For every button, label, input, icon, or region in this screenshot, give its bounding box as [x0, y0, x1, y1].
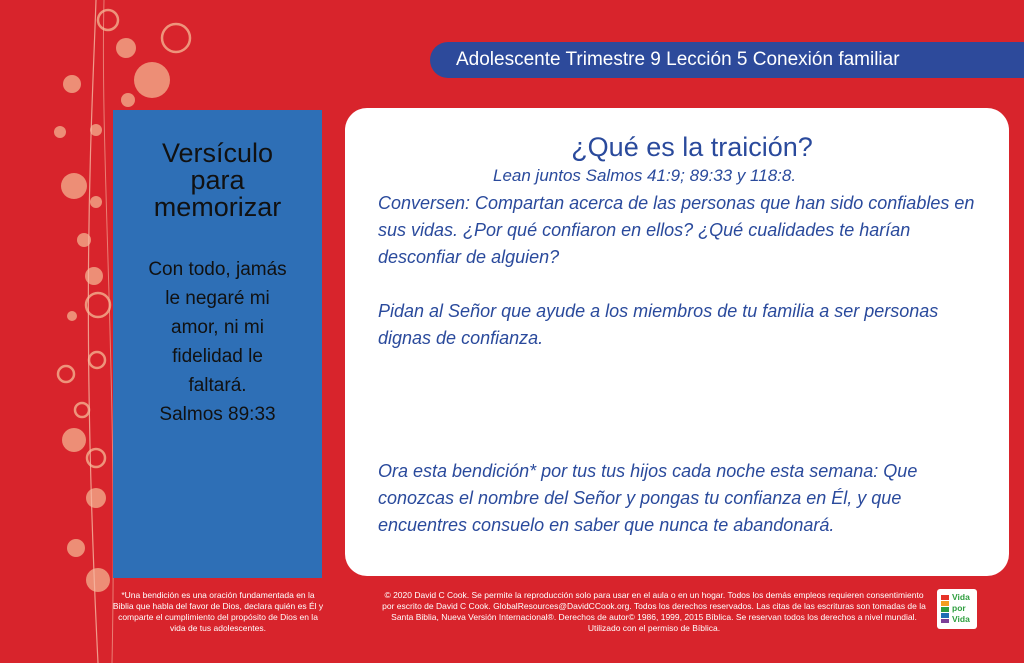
memory-verse-line: amor, ni mi [171, 317, 264, 338]
memory-verse-heading-line: memorizar [153, 192, 282, 222]
memory-verse-reference: Salmos 89:33 [159, 404, 276, 425]
prayer-prompt: Pidan al Señor que ayude a los miembros de tu familia a ser personas dignas de confianza. [378, 301, 939, 348]
logo-mark-icon [940, 595, 950, 623]
memory-verse-line: le negaré mi [165, 288, 270, 309]
memory-verse-line: faltará. [188, 375, 247, 396]
lesson-header-title: Adolescente Trimestre 9 Lección 5 Conexión familiar [456, 49, 900, 70]
discussion-prompt: Conversen: Compartan acerca de las personas que han sido confiables en sus vidas. ¿Por qué confiaron en ellos? ¿Qué cualidades te harían desconfiar de alguien? [378, 193, 975, 267]
memory-verse-heading-line: Versículo [161, 138, 274, 168]
memory-verse-line: Con todo, jamás [148, 259, 287, 280]
blessing-footnote: *Una bendición es una oración fundamentada en la Biblia que habla del favor de Dios, declara quién es Él y comparte el cumplimiento del propósito de Dios en la vida de tus adolescentes. [112, 590, 324, 633]
memory-verse-line: fidelidad le [172, 346, 263, 367]
blessing-text: Ora esta bendición* por tus tus hijos cada noche esta semana: Que conozcas el nombre del Señor y pongas tu confianza en Él, y que encuentres consuelo en saber que nunca te abandonará. [378, 461, 918, 535]
scripture-reading: Lean juntos Salmos 41:9; 89:33 y 118:8. [493, 166, 797, 185]
logo-text-line: por [952, 603, 966, 613]
lesson-header-banner [430, 42, 1024, 78]
memory-verse-heading-line: para [190, 165, 245, 195]
memory-verse-panel [113, 110, 322, 578]
copyright-notice: © 2020 David C Cook. Se permite la reproducción solo para usar en el aula o en un hogar. Todos los demás empleos requieren consentimiento por escrito de David C Cook. GlobalResources@DavidCCook.org. Todos los derechos reservados. Las citas de las escrituras son tomadas de la Santa Biblia, Nueva Versión Internacional®. Derechos de autor© 1986, 1999, 2015 Bíblica. Se reservan todos los derechos a nivel mundial. Utilizado con el permiso de Bíblica. [382, 590, 926, 633]
logo-text-line: Vida [952, 614, 970, 624]
logo-text-line: Vida [952, 592, 970, 602]
vida-por-vida-logo [937, 589, 977, 629]
card-title: ¿Qué es la traición? [571, 132, 813, 162]
discussion-card [345, 108, 1009, 576]
memory-verse-text [123, 255, 312, 429]
memory-verse-heading [123, 140, 312, 221]
